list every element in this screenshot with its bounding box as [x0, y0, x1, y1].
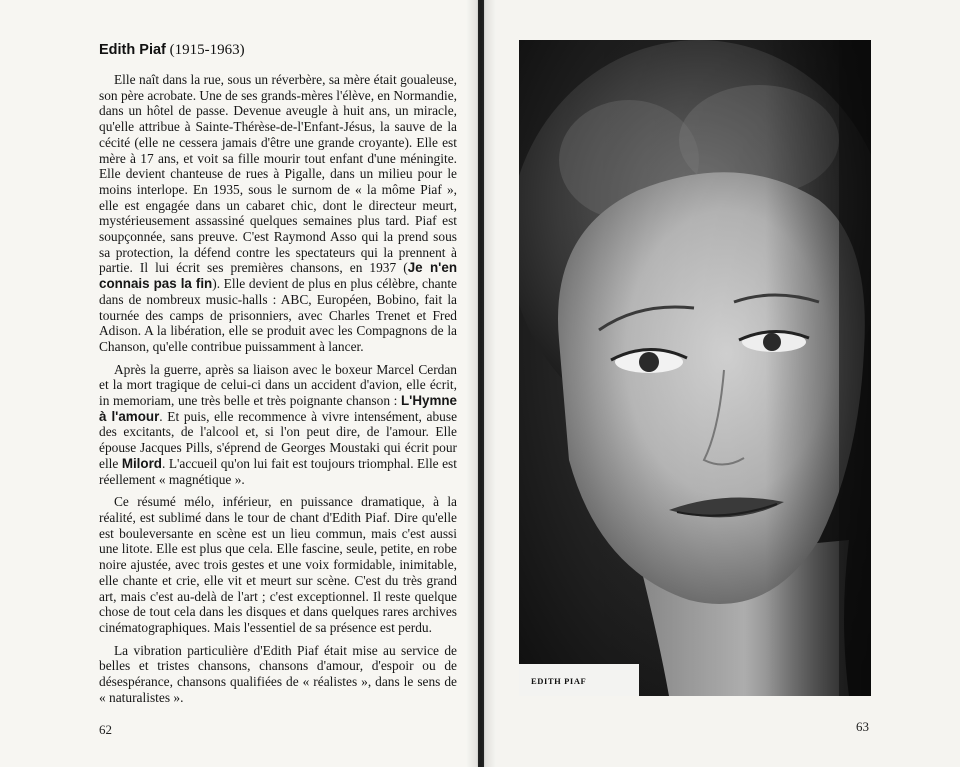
body-text [99, 72, 457, 712]
portrait-illustration [519, 40, 871, 696]
entry-heading [99, 42, 245, 59]
photo-caption: EDITH PIAF [531, 676, 587, 686]
left-page [0, 0, 478, 767]
song-title-milord: Milord [121, 455, 162, 471]
paragraph-3: Ce résumé mélo, inférieur, en puissance dramatique, à la réalité, est sublimé dans le tour de chant d'Edith Piaf. Dire qu'elle est bouleversante en scène est un lieu commun, mais c'est aussi une litote. Elle est plus que cela. Elle fascine, seule, petite, en robe noire ajustée, avec trois gestes et une voix formidable, inimitable, elle chante et crie, elle vit et meurt sur scène. C'est du très grand art, mais c'est au-delà de l'art ; c'est exceptionnel. Il reste quelque chose de tout cela dans les disques et dans quelques rares archives cinématographiques. Mais l'essentiel de sa présence est perdu. [99, 494, 457, 635]
page-number-right: 63 [856, 719, 869, 734]
paragraph-4: La vibration particulière d'Edith Piaf était mise au service de belles et tristes chansons, chansons d'amour, d'espoir ou de désespérance, chansons qualifiées de « réalistes », dans le sens de « naturalistes ». [99, 642, 457, 705]
book-gutter [466, 0, 496, 767]
paragraph-2-text-c: . L'accueil qu'on lui fait est toujours triomphal. Elle est réellement « magnétique ». [99, 455, 457, 487]
paragraph-2 [99, 362, 457, 488]
page-number-left: 62 [99, 722, 112, 737]
paragraph-1-text-a: Elle naît dans la rue, sous un réverbère, sa mère était goualeuse, son père acrobate. Une de ses grands-mères l'élève, en Normandie, dans un hôtel de passe. Devenue aveugle à huit ans, un miracle, qu'elle attribue à Sainte-Thérèse-de-l'Enfant-Jésus, la sauve de la cécité (elle ne cessera jamais d'être une grande croyante). Elle est mère à 17 ans, et voit sa fille mourir tout enfant d'une méningite. Elle devient chanteuse de rues à Pigalle, dans un milieu pour le moins interlope. En 1935, sous le surnom de « la môme Piaf », elle est engagée dans un cabaret chic, dont le directeur meurt, mystérieusement assassiné quelques semaines plus tard. Piaf est soupçonnée, sans preuve. C'est Raymond Asso qui la prend sous sa protection, la défend contre les spectateurs qui la prennent à partie. Il lui écrit ses premières chansons, en 1937 ( [99, 72, 457, 276]
portrait-photo [519, 40, 871, 696]
paragraph-1 [99, 72, 457, 355]
paragraph-1-text-b: ). Elle devient de plus en plus célèbre, chante dans de nombreux music-halls : ABC, Européen, Bobino, fait la tournée des camps de prisonniers, avec Charles Trenet et Fred Adison. A la libération, elle se produit avec les Compagnons de la Chanson, qu'elle contribue puissamment à lancer. [99, 276, 457, 354]
song-title-hymne-a-lamour: L'Hymne à l'amour [99, 393, 457, 424]
entry-name: Edith Piaf [99, 42, 166, 58]
song-title-je-nen-connais-pas-la-fin: Je n'en connais pas la fin [99, 260, 457, 292]
entry-dates: (1915-1963) [165, 42, 245, 58]
paragraph-2-text-b: . Et puis, elle recommence à vivre intensément, abuse des excitants, de l'alcool et, si l'on peut dire, de l'amour. Elle épouse Jacques Pills, s'éprend de Georges Moustaki qui écrit pour elle [99, 408, 458, 471]
paragraph-2-text-a: Après la guerre, après sa liaison avec le boxeur Marcel Cerdan et la mort tragique de celui-ci dans un accident d'avion, elle écrit, in memoriam, une très belle et très poignante chanson : [99, 361, 457, 409]
